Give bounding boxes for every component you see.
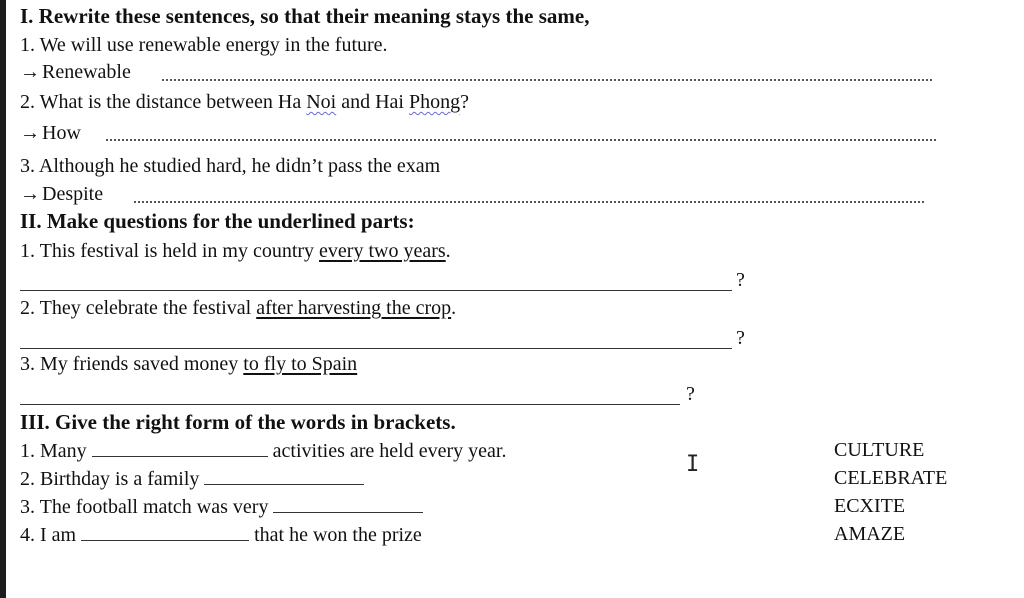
arrow-icon: → — [20, 183, 40, 205]
s1-item-2-noi: Noi — [306, 91, 337, 113]
s2-item-1-before: This festival is held in my country — [39, 240, 320, 262]
s3-item-4-before: I am — [40, 524, 77, 546]
s1-answer-2-line[interactable] — [106, 139, 936, 141]
s3-item-2-blank[interactable] — [204, 466, 364, 485]
s3-item-4-blank[interactable] — [81, 522, 249, 541]
s3-item-2-before: Birthday is a family — [40, 468, 200, 490]
section-1-heading: I. Rewrite these sentences, so that their meaning stays the same, — [20, 4, 590, 28]
s3-item-4-num: 4. — [20, 524, 35, 546]
s1-answer-1 — [20, 60, 131, 84]
s2-item-1-num: 1. — [20, 240, 35, 262]
arrow-icon: → — [20, 122, 40, 144]
s1-answer-3-prompt: Despite — [42, 183, 104, 205]
section-3-heading: III. Give the right form of the words in brackets. — [20, 410, 456, 434]
s2-item-2-before: They celebrate the festival — [39, 297, 257, 319]
s2-answer-1-qmark: ? — [736, 269, 745, 291]
s2-item-1 — [20, 239, 451, 263]
s3-item-1-num: 1. — [20, 440, 35, 462]
s3-item-3-blank[interactable] — [273, 494, 423, 513]
s3-item-3 — [20, 494, 423, 519]
s3-item-4-after: that he won the prize — [254, 524, 422, 546]
s2-item-2-num: 2. — [20, 297, 35, 319]
s3-item-4 — [20, 522, 422, 547]
s3-item-3-num: 3. — [20, 496, 35, 518]
left-edge-bar — [0, 0, 6, 598]
s2-answer-1-line[interactable] — [20, 290, 732, 291]
s1-item-3 — [20, 154, 440, 178]
s1-answer-2 — [20, 121, 81, 145]
s2-item-3 — [20, 352, 357, 376]
s1-item-2-text-a: What is the distance between Ha — [39, 91, 307, 113]
s1-item-1-num: 1. — [20, 34, 35, 56]
s2-answer-3-qmark: ? — [686, 383, 695, 405]
s3-item-2-num: 2. — [20, 468, 35, 490]
s1-item-2-text-c: ? — [460, 91, 469, 113]
s2-item-1-after: . — [445, 240, 451, 262]
s3-word-3: ECXITE — [834, 495, 906, 517]
s1-answer-3 — [20, 182, 103, 206]
s2-item-3-num: 3. — [20, 353, 35, 375]
s1-item-1 — [20, 33, 388, 57]
s2-item-1-underlined: every two years — [319, 240, 446, 262]
s1-answer-2-prompt: How — [42, 122, 81, 144]
s3-item-3-before: The football match was very — [39, 496, 269, 518]
s2-item-2-underlined: after harvesting the crop — [256, 297, 452, 319]
s3-item-1-blank[interactable] — [92, 438, 268, 457]
s3-word-2: CELEBRATE — [834, 467, 948, 489]
s2-item-2 — [20, 296, 456, 320]
s1-item-2-num: 2. — [20, 91, 35, 113]
s1-item-3-num: 3. — [20, 155, 35, 177]
s1-answer-1-line[interactable] — [162, 79, 932, 81]
s1-answer-1-prompt: Renewable — [42, 61, 131, 83]
s2-item-3-underlined: to fly to Spain — [243, 353, 358, 375]
s2-answer-3-line[interactable] — [20, 404, 680, 405]
s2-answer-2-qmark: ? — [736, 327, 745, 349]
s1-item-2-text-b: and Hai — [336, 91, 409, 113]
s1-item-2 — [20, 90, 469, 114]
s3-item-1 — [20, 438, 506, 463]
s3-item-1-after: activities are held every year. — [272, 440, 507, 462]
s3-word-4: AMAZE — [834, 523, 906, 545]
s2-item-2-after: . — [451, 297, 457, 319]
s1-item-1-sentence: We will use renewable energy in the future. — [39, 34, 388, 56]
s2-answer-2-line[interactable] — [20, 348, 732, 349]
s1-item-3-sentence: Although he studied hard, he didn’t pass the exam — [38, 155, 441, 177]
section-2-heading: II. Make questions for the underlined parts: — [20, 209, 415, 233]
text-cursor-icon: I — [686, 452, 700, 477]
s3-item-1-before: Many — [40, 440, 87, 462]
arrow-icon: → — [20, 61, 40, 83]
s3-word-1: CULTURE — [834, 439, 925, 461]
s3-item-2 — [20, 466, 364, 491]
s2-item-3-before: My friends saved money — [40, 353, 244, 375]
s1-item-2-phong: Phong — [408, 91, 461, 113]
s1-answer-3-line[interactable] — [134, 201, 924, 203]
